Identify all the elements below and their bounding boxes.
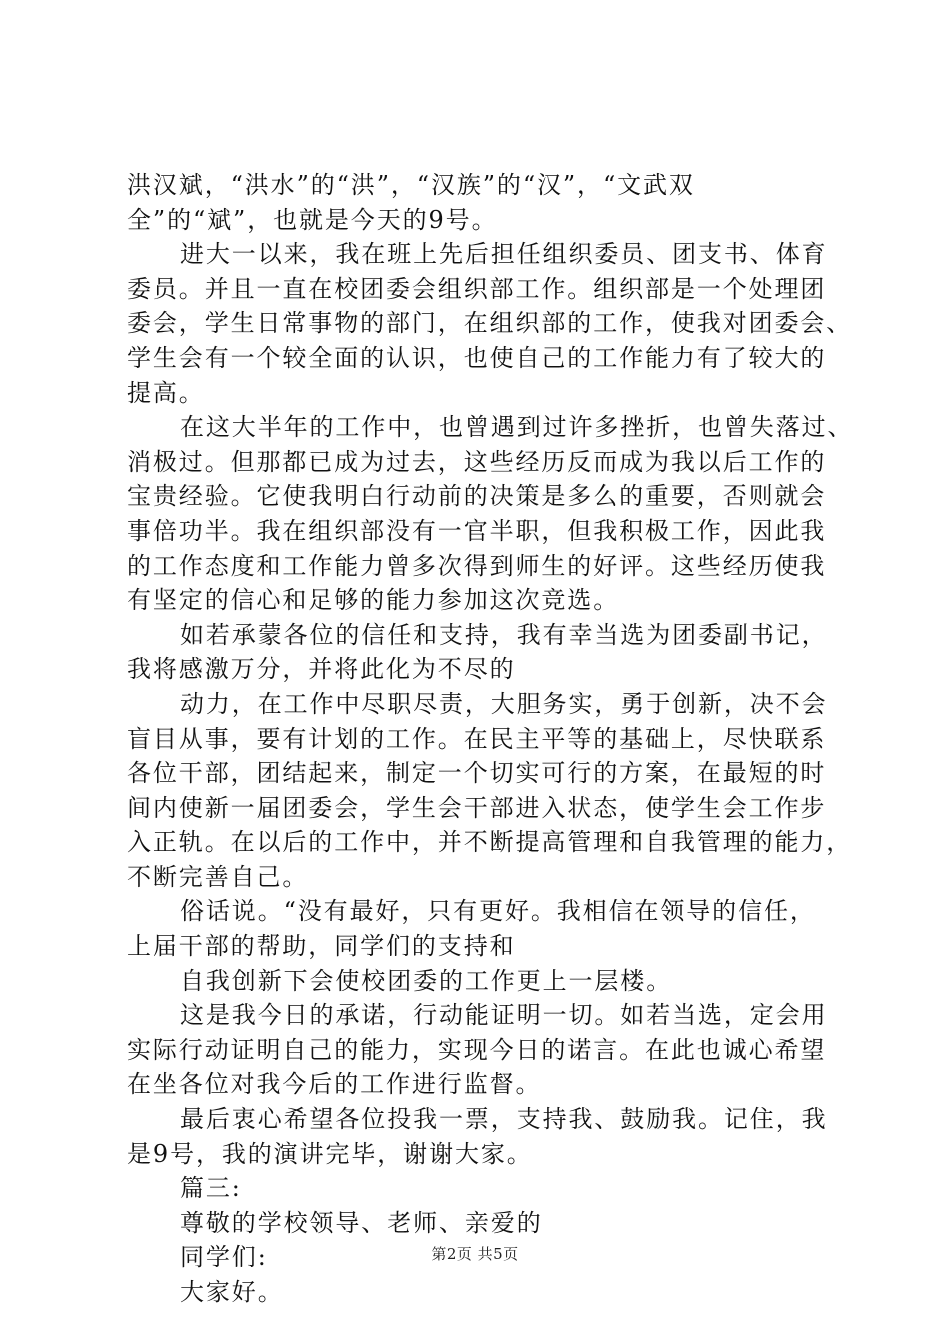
text-line: 间内使新一届团委会，学生会干部进入状态，使学生会工作步: [127, 793, 827, 822]
text-line: 委会，学生日常事物的部门，在组织部的工作，使我对团委会、: [127, 309, 853, 338]
text-line: 宝贵经验。它使我明白行动前的决策是多么的重要，否则就会: [127, 482, 827, 511]
paragraph-start: 动力，在工作中尽职尽责，大胆务实，勇于创新，决不会: [180, 689, 828, 718]
text-line: 我将感激万分，并将此化为不尽的: [127, 655, 516, 684]
text-line: 消极过。但那都已成为过去，这些经历反而成为我以后工作的: [127, 447, 827, 476]
paragraph-start: 这是我今日的承诺，行动能证明一切。如若当选，定会用: [180, 1001, 828, 1030]
salutation-line: 尊敬的学校领导、老师、亲爱的: [180, 1208, 543, 1237]
text-line: 全”的“斌”，也就是今天的9号。: [127, 205, 498, 234]
text-line: 的工作态度和工作能力曾多次得到师生的好评。这些经历使我: [127, 551, 827, 580]
paragraph-start: 最后衷心希望各位投我一票，支持我、鼓励我。记住，我: [180, 1105, 828, 1134]
text-line: 上届干部的帮助，同学们的支持和: [127, 932, 516, 961]
paragraph-start: 在这大半年的工作中，也曾遇到过许多挫折，也曾失落过、: [180, 413, 854, 442]
page-footer: [0, 1243, 950, 1264]
paragraph-start: 如若承蒙各位的信任和支持，我有幸当选为团委副书记，: [180, 620, 828, 649]
text-line: 有坚定的信心和足够的能力参加这次竞选。: [127, 586, 620, 615]
greeting-line: 大家好。: [180, 1278, 284, 1306]
text-line: 洪汉斌，“洪水”的“洪”，“汉族”的“汉”，“文武双: [127, 171, 695, 199]
paragraph-start: 进大一以来，我在班上先后担任组织委员、团支书、体育: [180, 240, 828, 269]
salutation-line: 同学们:: [180, 1243, 268, 1272]
paragraph-start: 俗话说。“没有最好，只有更好。我相信在领导的信任，: [180, 897, 816, 926]
text-line: 各位干部，团结起来，制定一个切实可行的方案，在最短的时: [127, 759, 827, 788]
text-line: 是9号，我的演讲完毕，谢谢大家。: [127, 1139, 533, 1168]
document-body: [127, 168, 854, 1310]
text-line: 实际行动证明自己的能力，实现今日的诺言。在此也诚心希望: [127, 1035, 827, 1064]
text-line: 委员。并且一直在校团委会组织部工作。组织部是一个处理团: [127, 274, 827, 303]
text-line: 不断完善自己。: [127, 862, 309, 891]
page-number: 第2页 共5页: [431, 1245, 519, 1263]
paragraph-start: 自我创新下会使校团委的工作更上一层楼。: [180, 966, 673, 995]
text-line: 在坐各位对我今后的工作进行监督。: [127, 1070, 542, 1099]
text-line: 学生会有一个较全面的认识，也使自己的工作能力有了较大的: [127, 343, 827, 372]
text-line: 盲目从事，要有计划的工作。在民主平等的基础上，尽快联系: [127, 724, 827, 753]
text-line: 事倍功半。我在组织部没有一官半职，但我积极工作，因此我: [127, 516, 827, 545]
section-heading: 篇三:: [180, 1174, 242, 1203]
text-line: 入正轨。在以后的工作中，并不断提高管理和自我管理的能力，: [127, 828, 853, 857]
text-line: 提高。: [127, 378, 205, 407]
